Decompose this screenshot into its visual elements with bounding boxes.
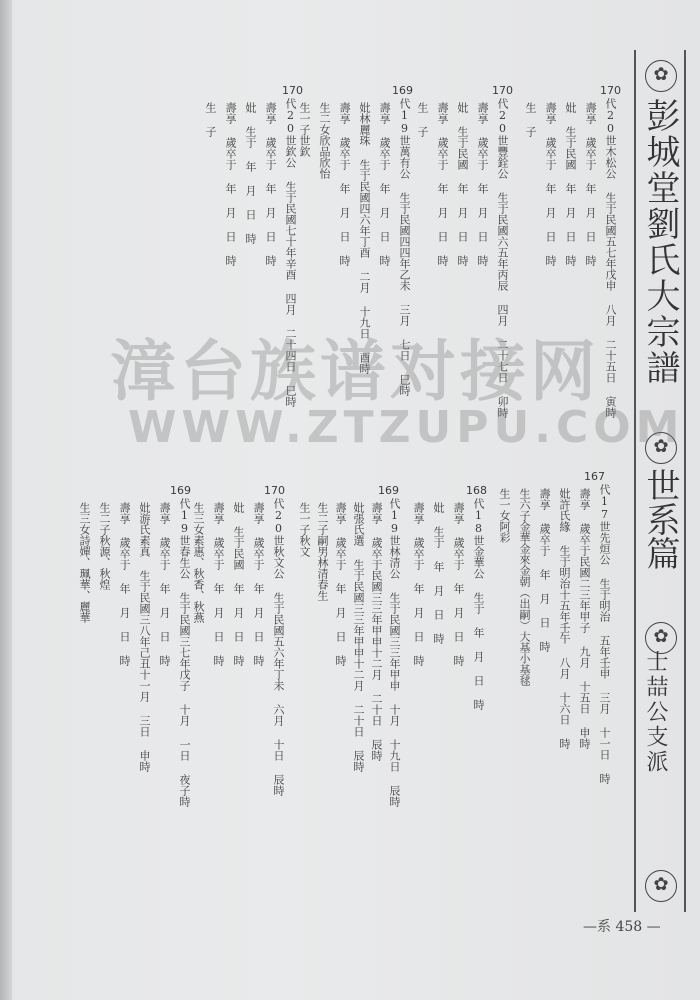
entry-line: 壽享 歲卒于 年 月 日 時 <box>252 502 265 666</box>
generation-number: 169 <box>392 84 413 97</box>
entry-line: 代20世欽公 生于民國七十年辛酉 四月 二十四日 巳時 <box>284 98 297 407</box>
entry-line: 妣 生于 年 月 日 時 <box>432 502 445 644</box>
watermark-url: WWW.ZTZUPU.COM <box>128 402 685 453</box>
book-title: 彭城堂劉氏大宗譜 <box>640 98 680 386</box>
entry-line: 妣 生于民國 年 月 日 時 <box>232 502 245 666</box>
entry-line: 生 子 <box>416 102 429 137</box>
entry-line: 妣張氏選 生于民國三三年甲申十二月 二十日 辰時 <box>352 502 365 772</box>
rosette-ornament-bottom <box>645 870 677 902</box>
entry-line: 生三女詩嬋、珮華、麗華 <box>78 502 91 623</box>
entry-line: 壽享 歲卒于 年 月 日 時 <box>158 502 171 666</box>
entry-line: 妣林麗珠 生于民國四六年丁酉 二月 十九日 酉時 <box>358 102 371 374</box>
generation-number: 170 <box>600 84 621 97</box>
entry-line: 生二女欣品欣怡 <box>318 102 331 179</box>
entry-line: 生一子世欽 <box>298 102 311 157</box>
entry-line: 壽享 歲卒于 年 月 日 時 <box>264 102 277 266</box>
entry-line: 壽享 歲卒于 年 月 日 時 <box>378 102 391 266</box>
entry-line: 生 子 <box>204 102 217 137</box>
entry-line: 生一女阿彩 <box>498 488 511 543</box>
entry-line: 壽享 歲卒于 年 月 日 時 <box>212 502 225 666</box>
book-spine <box>0 0 12 1000</box>
page-number: —系 458 — <box>583 919 661 935</box>
branch-label: 士喆公支派 <box>643 650 668 775</box>
entry-line: 生一子秋文 <box>298 502 311 557</box>
entry-line: 壽享 歲卒于 年 月 日 時 <box>538 488 551 652</box>
entry-line: 壽享 歲卒于 年 月 日 時 <box>334 502 347 666</box>
entry-line: 生二子秋源、秋煌 <box>98 502 111 590</box>
generation-number: 167 <box>584 470 605 483</box>
entry-line: 代20世秋文公 生于民國五六年丁未 六月 十日 辰時 <box>272 498 285 796</box>
entry-line: 代19世林清公 生于民國三三年甲申 十月 十九日 辰時 <box>388 498 401 807</box>
title-column <box>634 50 686 912</box>
entry-line: 生六子金華金來金朝（出嗣）大基小基毬 <box>518 488 531 686</box>
section-title: 世系篇 <box>640 468 680 570</box>
generation-number: 169 <box>170 484 191 497</box>
entry-line: 妣 生于 年 月 日 時 <box>244 102 257 244</box>
entry-line: 壽享 歲卒于 年 月 日 時 <box>118 502 131 666</box>
entry-line: 妣游氏素真 生于民國三八年己丑十一月 三日 申時 <box>138 502 151 772</box>
entry-line: 代20世豐銓公 生于民國六五年丙辰 四月 二十七日 卯時 <box>496 98 509 418</box>
entry-line: 壽享 歲卒于 年 月 日 時 <box>584 102 597 266</box>
generation-number: 170 <box>282 84 303 97</box>
entry-line: 壽享 歲卒于 年 月 日 時 <box>476 102 489 266</box>
generation-number: 168 <box>466 484 487 497</box>
entry-line: 壽享 歲卒于 年 月 日 時 <box>436 102 449 266</box>
entry-line: 代20世木松公 生于民國五七年戊申 八月 二十五日 寅時 <box>604 98 617 418</box>
entry-line: 壽享 歲卒于 年 月 日 時 <box>452 502 465 666</box>
entry-line: 壽享 歲卒于民國二三年甲子 九月 十五日 申時 <box>578 488 591 749</box>
entry-line: 生 子 <box>524 102 537 137</box>
entry-line: 生三女素惠、秋香、秋燕 <box>192 502 205 623</box>
entry-line: 代19世萬有公 生于民國四四年乙未 三月 七日 巳時 <box>398 98 411 396</box>
entry-line: 代18世金華公 生于 年 月 日 時 <box>472 498 485 710</box>
generation-number: 170 <box>492 84 513 97</box>
generation-number: 170 <box>264 484 285 497</box>
entry-line: 壽享 歲卒于 年 月 日 時 <box>412 502 425 666</box>
entry-line: 壽享 歲卒于 年 月 日 時 <box>544 102 557 266</box>
entry-line: 妣 生于民國 年 月 日 時 <box>456 102 469 266</box>
rosette-ornament-top <box>645 60 677 92</box>
entry-line: 妣許氏緣 生于明治十五年壬午 八月 十六日 時 <box>558 488 571 749</box>
entry-line: 代19世春生公 生于民國三七年戊子 十月 一日 夜子時 <box>178 498 191 807</box>
entry-line: 代17世先烜公 生于明治 五年壬申 三月 十一日 時 <box>598 484 611 784</box>
entry-line: 妣 生于民國 年 月 日 時 <box>564 102 577 266</box>
generation-number: 169 <box>378 484 399 497</box>
watermark-text: 漳台族谱对接网 <box>110 333 600 410</box>
entry-line: 壽享 歲卒于 年 月 日 時 <box>338 102 351 266</box>
entry-line: 生二子嗣男林清春生 <box>316 502 329 601</box>
entry-line: 壽享 歲卒于民國三三年甲申十二月 二十日 辰時 <box>370 502 383 761</box>
entry-line: 壽享 歲卒于 年 月 日 時 <box>224 102 237 266</box>
